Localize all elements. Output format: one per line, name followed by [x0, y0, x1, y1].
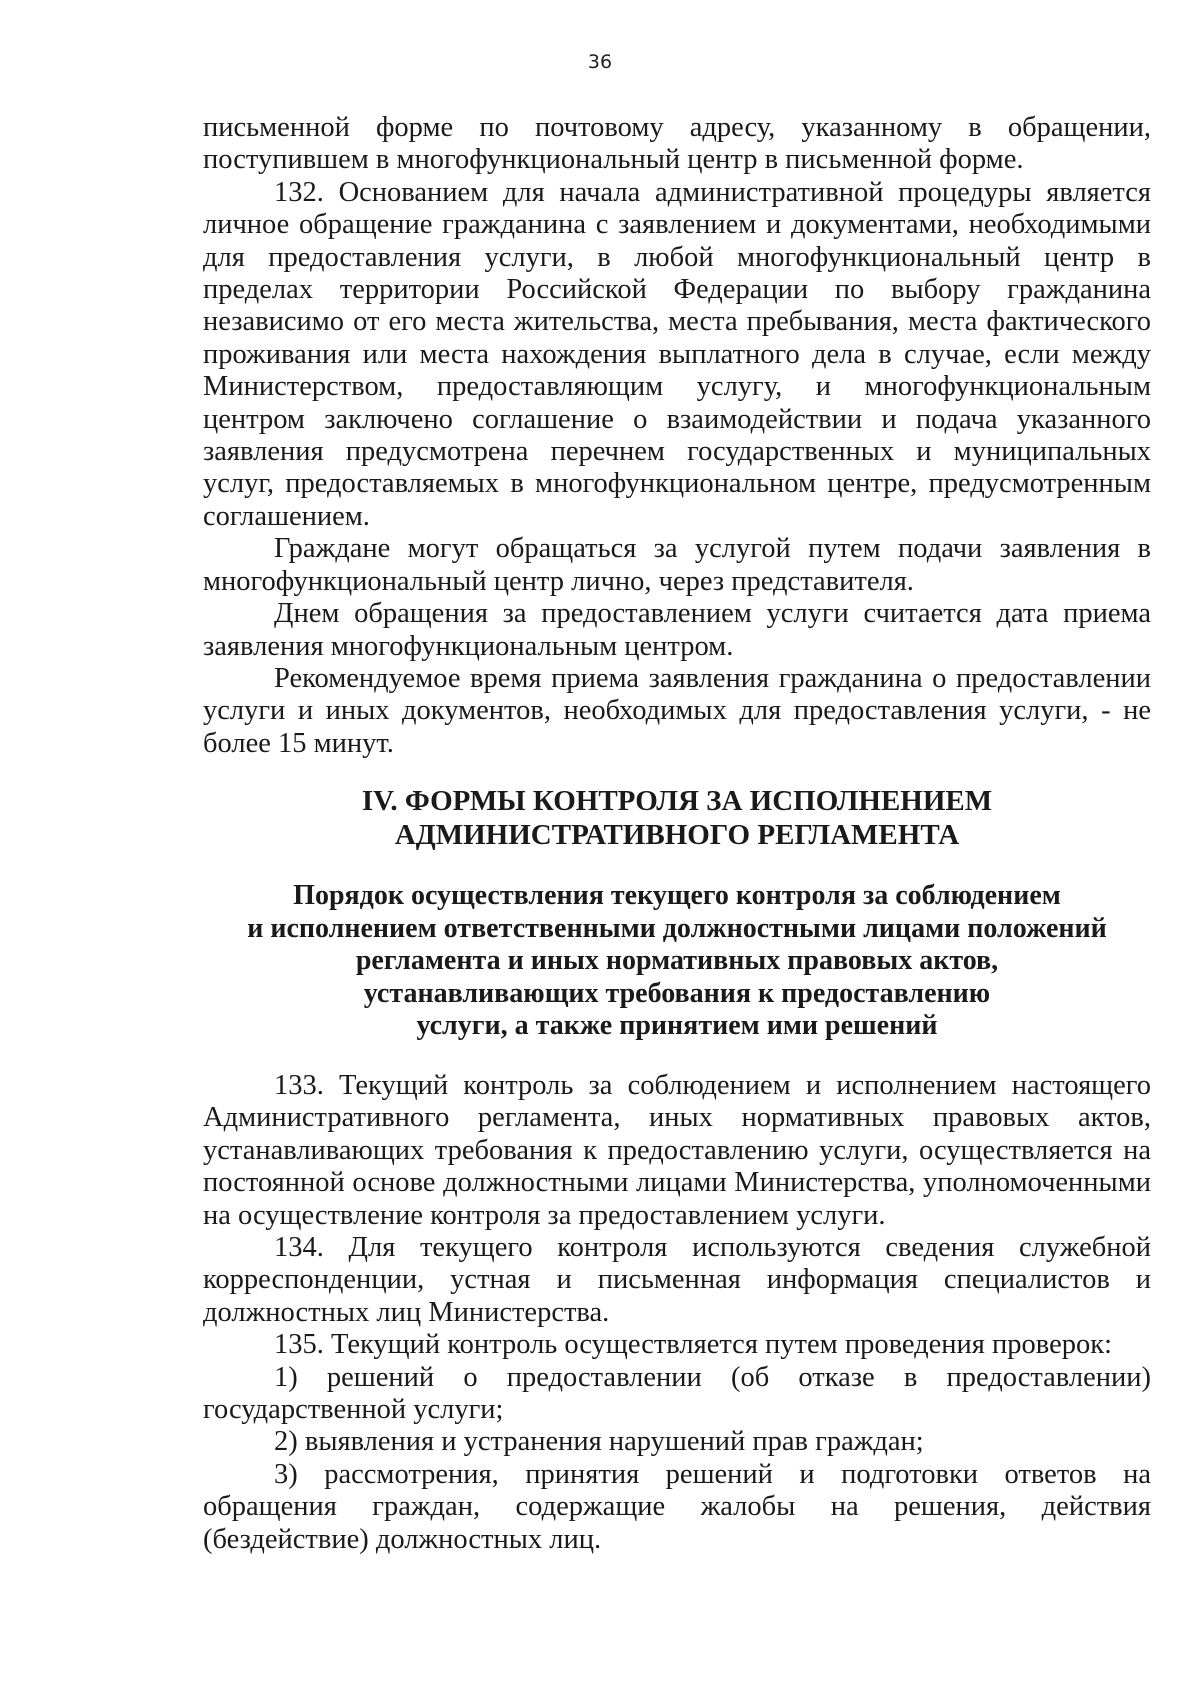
section-subtitle-line: регламента и иных нормативных правовых актов, — [355, 945, 999, 977]
paragraph-134: 134. Для текущего контроля используются сведения служебной корреспонденции, устная и письменная информация специалистов и должностных лиц Министерства. — [203, 1232, 1151, 1328]
section-subtitle-line: Порядок осуществления текущего контроля за соблюдением — [293, 880, 1061, 911]
body-text-bottom — [203, 1070, 1151, 1556]
paragraph: Днем обращения за предоставлением услуги считается дата приема заявления многофункциональным центром. — [203, 598, 1151, 662]
body-text-top — [203, 112, 1151, 760]
section-subtitle-line: устанавливающих требования к предоставлению — [363, 977, 991, 1009]
paragraph: Граждане могут обращаться за услугой путем подачи заявления в многофункциональный центр лично, через представителя. — [203, 533, 1151, 597]
page-number: 36 — [587, 51, 613, 73]
section-title-line: IV. ФОРМЫ КОНТРОЛЯ ЗА ИСПОЛНЕНИЕМ — [361, 785, 993, 817]
list-item: 1) решений о предоставлении (об отказе в предоставлении) государственной услуги; — [203, 1361, 1151, 1426]
paragraph-135: 135. Текущий контроль осуществляется путем проведения проверок: — [274, 1329, 1112, 1361]
section-subtitle — [203, 880, 1151, 1043]
paragraph-132: 132. Основанием для начала административной процедуры является личное обращение гражданина с заявлением и документами, необходимыми для предоставления услуги, в любой многофункциональный центр в пределах территории Российской Федерации по выбору гражданина независимо от его места жительства, места пребывания, места фактического проживания или места нахождения выплатного дела в случае, если между Министерством, предоставляющим услугу, и многофункциональным центром заключено соглашение о взаимодействии и подача указанного заявления предусмотрена перечнем государственных и муниципальных услуг, предоставляемых в многофункциональном центре, предусмотренным соглашением. — [203, 176, 1151, 532]
list-item: 3) рассмотрения, принятия решений и подготовки ответов на обращения граждан, содержащие жалобы на решения, действия (бездействие) должностных лиц. — [203, 1458, 1151, 1555]
section-title — [203, 784, 1151, 852]
paragraph: Рекомендуемое время приема заявления гражданина о предоставлении услуги и иных документов, необходимых для предоставления услуги, - не более 15 минут. — [203, 662, 1151, 759]
section-title-line: АДМИНИСТРАТИВНОГО РЕГЛАМЕНТА — [394, 819, 960, 851]
section-subtitle-line: и исполнением ответственными должностными лицами положений — [247, 912, 1107, 944]
paragraph: письменной форме по почтовому адресу, указанному в обращении, поступившем в многофункциональный центр в письменной форме. — [203, 112, 1151, 176]
list-item: 2) выявления и устранения нарушений прав граждан; — [274, 1426, 924, 1458]
section-subtitle-line: услуги, а также принятием ими решений — [416, 1010, 938, 1042]
paragraph-133: 133. Текущий контроль за соблюдением и исполнением настоящего Административного регламента, иных нормативных правовых актов, устанавливающих требования к предоставлению услуги, осуществляется на постоянной основе должностными лицами Министерства, уполномоченными на осуществление контроля за предоставлением услуги. — [203, 1070, 1151, 1231]
